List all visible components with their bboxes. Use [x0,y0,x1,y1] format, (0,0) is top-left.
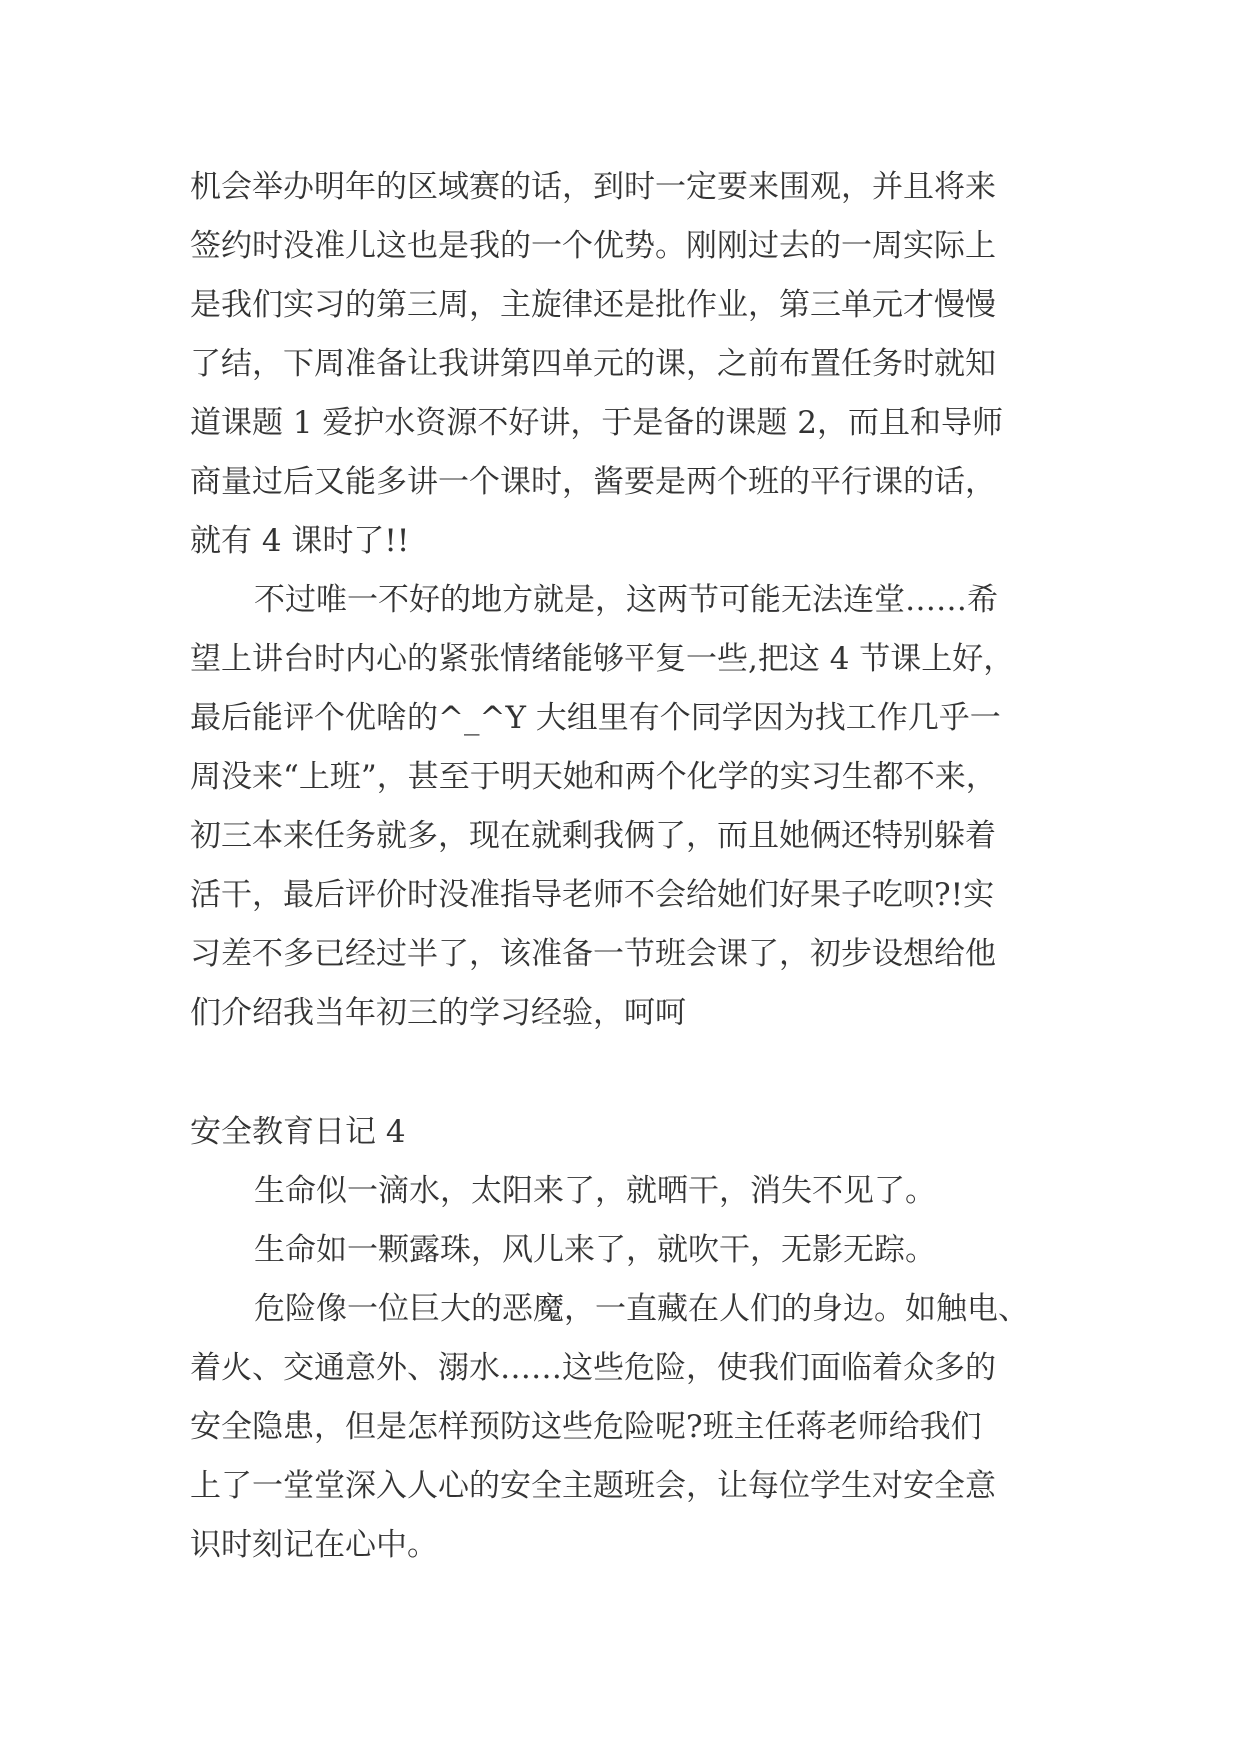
text-line: 活干，最后评价时没准指导老师不会给她们好果子吃呗?!实 [190,877,995,913]
text-line: 识时刻记在心中。 [190,1527,438,1563]
text-line: 不过唯一不好的地方就是，这两节可能无法连堂……希 [254,582,998,618]
paragraph [190,1221,1050,1280]
text-line: 危险像一位巨大的恶魔，一直藏在人们的身边。如触电、 [254,1291,1029,1327]
text-line: 了结，下周准备让我讲第四单元的课，之前布置任务时就知 [190,346,996,382]
text-line: 安全隐患，但是怎样预防这些危险呢?班主任蒋老师给我们 [190,1409,982,1445]
text-line: 道课题 1 爱护水资源不好讲，于是备的课题 2，而且和导师 [190,405,1004,441]
text-line: 着火、交通意外、溺水……这些危险，使我们面临着众多的 [190,1350,996,1386]
paragraph [190,1280,1050,1575]
text-line: 初三本来任务就多，现在就剩我俩了，而且她俩还特别躲着 [190,818,996,854]
text-line: 生命似一滴水，太阳来了，就晒干，消失不见了。 [254,1173,936,1209]
text-line: 是我们实习的第三周，主旋律还是批作业，第三单元才慢慢 [190,287,996,323]
text-line: 最后能评个优啥的^_^Y 大组里有个同学因为找工作几乎一 [190,700,1001,736]
section-spacer [190,1043,1050,1103]
paragraph [190,1162,1050,1221]
text-line: 们介绍我当年初三的学习经验，呵呵 [190,995,686,1031]
paragraph [190,571,1050,1043]
text-line: 习差不多已经过半了，该准备一节班会课了，初步设想给他 [190,936,996,972]
section-heading [190,1103,1050,1162]
heading-text: 安全教育日记 4 [190,1114,406,1150]
text-line: 签约时没准儿这也是我的一个优势。刚刚过去的一周实际上 [190,228,996,264]
text-line: 就有 4 课时了!! [190,523,410,559]
text-line: 生命如一颗露珠，风儿来了，就吹干，无影无踪。 [254,1232,936,1268]
text-line: 望上讲台时内心的紧张情绪能够平复一些,把这 4 节课上好， [190,641,1015,677]
text-line: 周没来“上班”，甚至于明天她和两个化学的实习生都不来， [190,759,997,795]
text-line: 上了一堂堂深入人心的安全主题班会，让每位学生对安全意 [190,1468,996,1504]
text-line: 商量过后又能多讲一个课时，酱要是两个班的平行课的话， [190,464,996,500]
document-body [190,158,1050,1575]
text-line: 机会举办明年的区域赛的话，到时一定要来围观，并且将来 [190,169,996,205]
paragraph-continuation [190,158,1050,571]
